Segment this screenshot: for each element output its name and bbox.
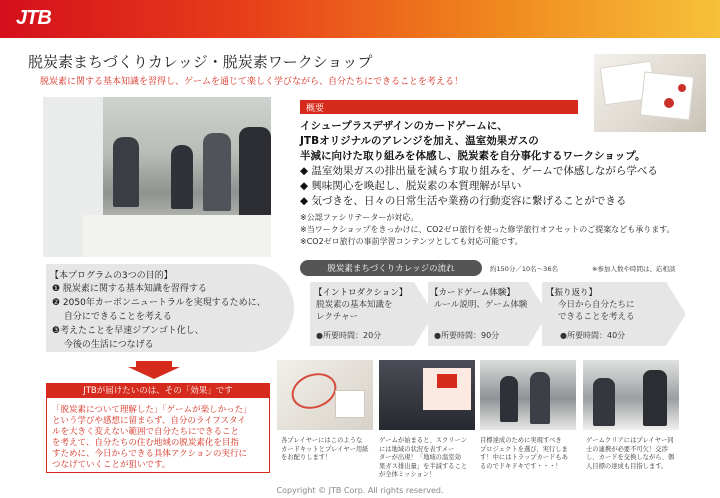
caption-line: ゲームクリアにはプレイヤー同 (586, 437, 674, 444)
caption-line: 目標達成のために実現すべき (480, 437, 562, 444)
flow-title: 脱炭素まちづくりカレッジの流れ (327, 264, 455, 274)
deliver-line: つなげていくことが狙いです。 (52, 460, 171, 470)
note-line: ※CO2ゼロ旅行の事前学習コンテンツとしても対応可能です。 (300, 237, 523, 246)
thumb-caption (281, 437, 377, 463)
step-time: ●所要時間：40分 (560, 331, 626, 340)
photo-person (203, 133, 231, 211)
deliver-line: すために、今日からできる具体アクションの実行に (52, 449, 247, 459)
overview-bullet: ◆ 温室効果ガスの排出量を減らす取り組みを、ゲームで体感しながら学べる (300, 165, 658, 177)
caption-line: ゲームが始まると、スクリーン (379, 437, 468, 444)
thumb-string-shape (287, 367, 342, 415)
thumb-caption (586, 437, 682, 471)
overview-line: JTBオリジナルのアレンジを加え、温室効果ガスの (300, 135, 539, 147)
thumb-person-shape (643, 370, 667, 426)
step-desc: ルール説明、ゲーム体験 (434, 300, 528, 310)
caption-line: をお配りします！ (281, 454, 332, 461)
caption-line: が全体ミッション！ (379, 471, 436, 478)
deliver-line: という学びや感想に留まらず、自分のライフスタイ (52, 416, 246, 426)
copyright: Copyright © JTB Corp. All rights reserved. (276, 486, 444, 495)
photo-token (678, 84, 686, 92)
caption-line: カードキットとプレイヤー用紙 (281, 445, 369, 453)
photo-token (664, 98, 674, 108)
thumb-caption (379, 437, 475, 480)
thumb-card-kit (277, 360, 373, 430)
thumb-person-shape (530, 372, 550, 424)
step-desc: レクチャー (316, 312, 359, 322)
goals-title: 【本プログラムの3つの目的】 (50, 271, 173, 281)
thumb-person-shape (500, 376, 518, 422)
caption-line: るのでドキドキです・・・！ (480, 462, 562, 470)
jtb-logo: JTB (16, 7, 51, 29)
photo-person (239, 127, 271, 217)
deliver-label: JTBが届けたいのは、その「効果」です (83, 386, 233, 396)
step-title: 【振り返り】 (546, 288, 598, 298)
thumb-person-shape (593, 378, 615, 426)
step-desc: 今日から自分たちに (558, 300, 635, 310)
down-arrow-icon (128, 367, 180, 379)
thumb-screen (379, 360, 475, 430)
caption-line: す！中にはトラップカードもあ (480, 454, 568, 461)
deliver-line: ルを大きく変えない範囲で自分たちにできること (52, 427, 240, 437)
overview-bullet: ◆ 気づきを、日々の日常生活や業務の行動変容に繋げることができる (300, 195, 627, 207)
caption-line: 人目標の達成も目指します。 (586, 462, 668, 470)
flow-step-arrow (666, 282, 686, 346)
photo-card (640, 72, 694, 121)
caption-line: には地域の状況を表すメー (379, 445, 455, 453)
page-subtitle: 脱炭素に関する基本知識を習得し、ゲームを通じて楽しく学びながら、自分たちにできることを考える！ (40, 77, 464, 87)
note-line: ※当ワークショップをきっかけに、CO2ゼロ旅行を使った修学旅行オフセットのご提案なども承ります。 (300, 225, 675, 234)
goal-line: 今後の生活につなげる (52, 340, 154, 350)
flow-meta-note: ※参加人数や時間は、応相談 (592, 265, 676, 273)
step-title: 【イントロダクション】 (314, 288, 408, 298)
overview-body (300, 119, 712, 209)
overview-bullet: ◆ 興味関心を喚起し、脱炭素の本質理解が早い (300, 180, 522, 192)
goal-line: ❷ 2050年カーボンニュートラルを実現するために、 (52, 298, 266, 308)
caption-line: 果ガス排出量」を半減すること (379, 462, 468, 470)
flow-meta: 約150分／10名～36名 (490, 265, 558, 273)
thumb-negotiation (583, 360, 679, 430)
overview-line: 半減に向けた取り組みを体感し、脱炭素を自分事化するワークショップ。 (300, 150, 646, 162)
deliver-line: を考えて、自分たちの住む地域の脱炭素化を目指 (52, 438, 239, 448)
workshop-main-photo (43, 97, 271, 257)
overview-notes (300, 212, 675, 248)
overview-header-bar (300, 100, 578, 114)
page-title: 脱炭素まちづくりカレッジ・脱炭素ワークショップ (28, 53, 373, 71)
goal-line: ❸考えたことを早速ジブンゴト化し、 (52, 326, 204, 336)
caption-line: 各プレイヤーにはこのような (281, 437, 363, 444)
photo-person (113, 137, 139, 207)
thumb-caption (480, 437, 576, 471)
caption-line: プロジェクトを選び、実行しま (480, 445, 568, 453)
step-time: ●所要時間：90分 (434, 331, 500, 340)
step-desc: 脱炭素の基本知識を (316, 300, 393, 310)
deliver-line: 「脱炭素について理解した」「ゲームが楽しかった」 (52, 405, 252, 415)
overview-line: イシュープラスデザインのカードゲームに、 (300, 120, 508, 132)
thumb-players (480, 360, 576, 430)
thumb-paper-shape (335, 390, 365, 418)
header-band (0, 0, 720, 38)
step-desc: できることを考える (558, 312, 635, 322)
overview-label: 概要 (306, 104, 325, 114)
goal-line: 自分にできることを考える (52, 312, 172, 322)
note-line: ※公認ファシリテーターが対応。 (300, 213, 419, 222)
photo-person (171, 145, 193, 209)
caption-line: 士の連携が必要不可欠！交渉 (586, 445, 668, 453)
caption-line: ターが出現！「地域の温室効 (379, 454, 461, 461)
step-title: 【カードゲーム体験】 (430, 288, 515, 298)
photo-table (83, 215, 271, 257)
caption-line: し、カードを交換しながら、個 (586, 454, 675, 461)
goal-line: ❶ 脱炭素に関する基本知識を習得する (52, 284, 207, 294)
thumb-meter-shape (437, 374, 457, 388)
step-time: ●所要時間：20分 (316, 331, 382, 340)
